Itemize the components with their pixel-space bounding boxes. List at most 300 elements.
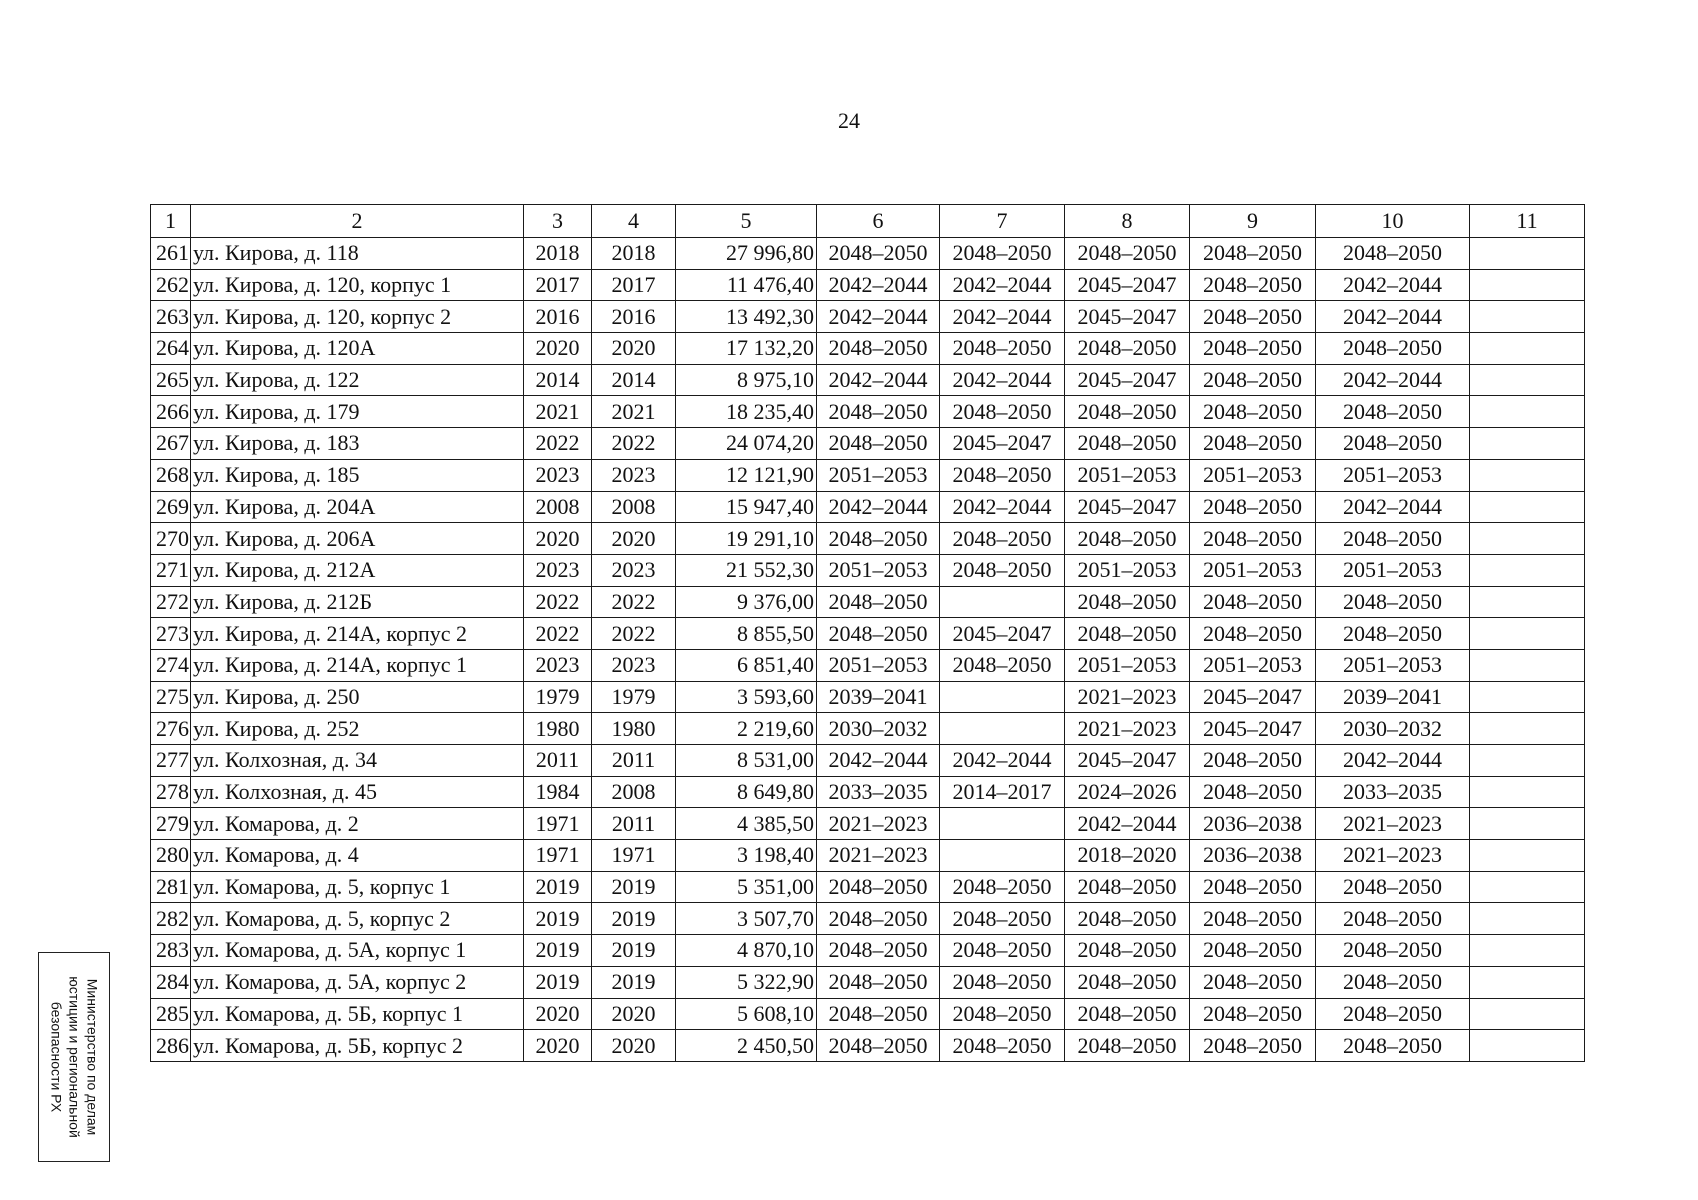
table-cell: 2048–2050 [1065,523,1190,555]
table-cell [1470,364,1585,396]
table-cell: 2048–2050 [940,523,1065,555]
table-cell: ул. Колхозная, д. 34 [191,745,524,777]
table-cell: 2048–2050 [1190,966,1316,998]
table-cell: 5 322,90 [676,966,817,998]
column-header-9: 9 [1190,205,1316,238]
table-cell: 2030–2032 [1316,713,1470,745]
table-cell: ул. Комарова, д. 5А, корпус 1 [191,935,524,967]
table-cell: 2023 [524,649,592,681]
table-cell: 265 [151,364,191,396]
table-row [151,935,1585,967]
table-cell: 17 132,20 [676,333,817,365]
table-cell: 274 [151,649,191,681]
table-row [151,459,1585,491]
table-cell: 2051–2053 [1190,554,1316,586]
table-cell [940,681,1065,713]
table-cell: 2045–2047 [1065,269,1190,301]
table-cell: ул. Кирова, д. 212Б [191,586,524,618]
table-cell: 1971 [524,840,592,872]
table-cell: 273 [151,618,191,650]
table-cell: 2051–2053 [1065,459,1190,491]
table-cell: 2024–2026 [1065,776,1190,808]
table-cell: ул. Кирова, д. 250 [191,681,524,713]
table-cell: ул. Кирова, д. 185 [191,459,524,491]
table-cell: 2048–2050 [1065,903,1190,935]
table-cell: 2048–2050 [1190,935,1316,967]
table-cell: 2051–2053 [1316,649,1470,681]
table-cell: 2048–2050 [817,966,940,998]
table-cell: 2020 [524,1030,592,1062]
table-cell: 2051–2053 [817,554,940,586]
table-cell: 2042–2044 [817,491,940,523]
table-cell: ул. Кирова, д. 212А [191,554,524,586]
table-cell: ул. Колхозная, д. 45 [191,776,524,808]
table-cell: 2023 [592,649,676,681]
table-cell: 2051–2053 [1316,459,1470,491]
table-cell: 262 [151,269,191,301]
table-cell [1470,491,1585,523]
table-cell: 2033–2035 [1316,776,1470,808]
table-cell: 4 870,10 [676,935,817,967]
table-cell: 8 649,80 [676,776,817,808]
table-cell: 2014–2017 [940,776,1065,808]
table-cell: 2019 [524,935,592,967]
table-cell: 2048–2050 [817,396,940,428]
table-row [151,1030,1585,1062]
stamp-line: Министерство по делам [84,978,101,1136]
table-cell [1470,903,1585,935]
table-cell: ул. Кирова, д. 183 [191,428,524,460]
table-cell: 267 [151,428,191,460]
table-cell: 2020 [524,333,592,365]
table-cell: 286 [151,1030,191,1062]
table-cell: 2048–2050 [1190,776,1316,808]
table-cell: 2048–2050 [1316,998,1470,1030]
table-cell [1470,1030,1585,1062]
table-cell: 2020 [592,1030,676,1062]
table-cell: 2048–2050 [1190,301,1316,333]
column-header-6: 6 [817,205,940,238]
table-cell: 2048–2050 [1065,618,1190,650]
table-cell: 2042–2044 [940,269,1065,301]
table-cell: 2048–2050 [817,586,940,618]
table-cell: 2048–2050 [1190,396,1316,428]
table-cell: 1980 [592,713,676,745]
table-row [151,491,1585,523]
table-cell: 2048–2050 [817,618,940,650]
table-cell: 2021–2023 [817,808,940,840]
table-row [151,618,1585,650]
column-header-3: 3 [524,205,592,238]
table-cell: 2048–2050 [1190,903,1316,935]
table-row [151,681,1585,713]
table-cell: 2008 [592,491,676,523]
table-cell: 6 851,40 [676,649,817,681]
table-cell: 2048–2050 [817,523,940,555]
table-cell: 282 [151,903,191,935]
table-cell: 2017 [524,269,592,301]
table-cell: 266 [151,396,191,428]
table-cell: 8 531,00 [676,745,817,777]
table-cell: 2022 [524,428,592,460]
table-cell: 1971 [592,840,676,872]
table-cell [1470,269,1585,301]
table-cell: 2042–2044 [817,364,940,396]
table-cell: 2023 [524,554,592,586]
table-cell: 2048–2050 [940,935,1065,967]
table-cell: 2048–2050 [817,935,940,967]
table-cell: 2021–2023 [1316,808,1470,840]
table-cell: 2048–2050 [1316,523,1470,555]
table-cell: 8 975,10 [676,364,817,396]
table-cell: 276 [151,713,191,745]
table-cell: 2048–2050 [1190,364,1316,396]
table-row [151,998,1585,1030]
table-cell: 280 [151,840,191,872]
table-cell: 1979 [592,681,676,713]
table-cell: 2022 [524,586,592,618]
table-cell: 2045–2047 [1065,301,1190,333]
table-cell: 2042–2044 [817,745,940,777]
table-cell: 2048–2050 [1190,269,1316,301]
table-cell: 2048–2050 [1190,491,1316,523]
table-cell: 2042–2044 [817,269,940,301]
column-header-10: 10 [1316,205,1470,238]
stamp-text [47,957,102,1157]
table-cell: 2039–2041 [1316,681,1470,713]
table-cell: 2042–2044 [1065,808,1190,840]
table-cell: 2048–2050 [1190,618,1316,650]
table-row [151,523,1585,555]
table-row [151,301,1585,333]
table-cell [1470,428,1585,460]
table-cell: 1971 [524,808,592,840]
table-row [151,428,1585,460]
table-cell: 2051–2053 [1065,649,1190,681]
table-cell: 2 219,60 [676,713,817,745]
table-cell [1470,840,1585,872]
table-cell: 1984 [524,776,592,808]
table-cell: 2042–2044 [1316,745,1470,777]
table-cell: 2042–2044 [940,491,1065,523]
table-cell: 2 450,50 [676,1030,817,1062]
table-cell: 2048–2050 [817,903,940,935]
table-cell: ул. Кирова, д. 120А [191,333,524,365]
table-cell: 18 235,40 [676,396,817,428]
table-cell: 2019 [592,935,676,967]
table-cell: ул. Кирова, д. 120, корпус 1 [191,269,524,301]
table-row [151,649,1585,681]
table-cell: 2048–2050 [1316,238,1470,270]
column-header-7: 7 [940,205,1065,238]
column-header-11: 11 [1470,205,1585,238]
table-cell: 2048–2050 [817,998,940,1030]
table-cell: 2042–2044 [1316,491,1470,523]
table-cell: ул. Кирова, д. 179 [191,396,524,428]
table-cell: 2048–2050 [1316,871,1470,903]
table-cell: 2051–2053 [1065,554,1190,586]
table-cell: 268 [151,459,191,491]
table-cell: 2019 [592,966,676,998]
table-cell: ул. Комарова, д. 5Б, корпус 2 [191,1030,524,1062]
table-cell: 2048–2050 [940,649,1065,681]
table-cell: 2048–2050 [1190,238,1316,270]
table-cell: 2048–2050 [940,966,1065,998]
registration-stamp [38,952,110,1162]
table-cell [940,713,1065,745]
table-cell: 3 198,40 [676,840,817,872]
table-cell: 2023 [524,459,592,491]
table-cell: 5 351,00 [676,871,817,903]
column-header-4: 4 [592,205,676,238]
header-row [151,205,1585,238]
table-cell: 264 [151,333,191,365]
table-row [151,966,1585,998]
table-cell: 2022 [592,586,676,618]
table-cell: ул. Кирова, д. 122 [191,364,524,396]
table-cell: 2048–2050 [1190,333,1316,365]
table-cell: 2042–2044 [940,745,1065,777]
table-cell: 2021–2023 [1316,840,1470,872]
table-cell: 271 [151,554,191,586]
table-cell: 270 [151,523,191,555]
table-cell: 2048–2050 [1190,586,1316,618]
stamp-line: юстиции и региональной [66,976,83,1138]
table-row [151,269,1585,301]
table-cell: 11 476,40 [676,269,817,301]
table-cell: 2048–2050 [1316,618,1470,650]
table-cell [1470,776,1585,808]
table-cell: 2042–2044 [1316,364,1470,396]
table-cell: 2048–2050 [1316,903,1470,935]
table-cell: 2042–2044 [817,301,940,333]
table-row [151,871,1585,903]
table-cell: 261 [151,238,191,270]
table-cell: 272 [151,586,191,618]
table-cell: ул. Кирова, д. 214А, корпус 2 [191,618,524,650]
table-cell: 2048–2050 [940,238,1065,270]
table-cell: 3 593,60 [676,681,817,713]
table-cell: 2048–2050 [1190,523,1316,555]
table-cell: 2039–2041 [817,681,940,713]
table-cell [1470,333,1585,365]
table-cell: 2045–2047 [1065,491,1190,523]
table-cell: 2021–2023 [817,840,940,872]
table-cell: 12 121,90 [676,459,817,491]
table-cell: 2048–2050 [940,396,1065,428]
table-cell: 2036–2038 [1190,840,1316,872]
table-cell: 2048–2050 [940,1030,1065,1062]
table-cell: 13 492,30 [676,301,817,333]
table-cell: 2020 [524,998,592,1030]
table-cell: 2014 [592,364,676,396]
table-cell: 283 [151,935,191,967]
table-cell: 2048–2050 [1190,745,1316,777]
stamp-line: безопасности РХ [47,1001,64,1113]
table-cell: 2048–2050 [1316,586,1470,618]
table-cell: 2048–2050 [1065,998,1190,1030]
column-header-1: 1 [151,205,191,238]
table-cell: 2018–2020 [1065,840,1190,872]
table-body [151,238,1585,1062]
table-cell: 15 947,40 [676,491,817,523]
table-cell: 2019 [592,871,676,903]
table-cell: 2051–2053 [1190,649,1316,681]
table-cell: 2048–2050 [1065,586,1190,618]
table-cell: ул. Комарова, д. 4 [191,840,524,872]
table-cell: 2030–2032 [817,713,940,745]
table-cell: 2020 [524,523,592,555]
table-cell: 2022 [592,618,676,650]
table-cell [1470,871,1585,903]
table-cell [1470,396,1585,428]
table-cell [940,808,1065,840]
table-cell: 263 [151,301,191,333]
table-cell: 2022 [524,618,592,650]
table-row [151,840,1585,872]
table-cell: 279 [151,808,191,840]
table-cell: 2021–2023 [1065,713,1190,745]
table-cell: ул. Комарова, д. 5А, корпус 2 [191,966,524,998]
table-cell [1470,301,1585,333]
table-cell: 2033–2035 [817,776,940,808]
table-row [151,903,1585,935]
table-cell: 2048–2050 [1065,238,1190,270]
table-cell: 4 385,50 [676,808,817,840]
table-cell: 2051–2053 [1190,459,1316,491]
table-cell [1470,649,1585,681]
table-cell: 1980 [524,713,592,745]
table-cell: 2018 [592,238,676,270]
page-number: 24 [838,108,860,133]
table-cell: 2051–2053 [1316,554,1470,586]
table-cell: 2016 [592,301,676,333]
table-cell: 3 507,70 [676,903,817,935]
table-row [151,713,1585,745]
table-cell: 2021 [592,396,676,428]
table-cell: 2011 [592,745,676,777]
table-cell: 2020 [592,333,676,365]
table-cell: 2019 [524,871,592,903]
table-row [151,333,1585,365]
table-cell [1470,523,1585,555]
table-cell [1470,935,1585,967]
table-cell: 2048–2050 [1065,396,1190,428]
table-cell: 2016 [524,301,592,333]
table-cell: 2048–2050 [1316,428,1470,460]
table-row [151,554,1585,586]
table-cell: 2045–2047 [940,428,1065,460]
table-cell: 2048–2050 [817,871,940,903]
table-cell [940,840,1065,872]
table-cell: 2048–2050 [1065,871,1190,903]
table-cell: 27 996,80 [676,238,817,270]
table-cell: 2018 [524,238,592,270]
table-row [151,396,1585,428]
table-cell: 2048–2050 [940,333,1065,365]
table-cell: 277 [151,745,191,777]
table-cell: 2017 [592,269,676,301]
table-cell: 2020 [592,998,676,1030]
table-cell: 285 [151,998,191,1030]
table-cell: 269 [151,491,191,523]
table-cell: 9 376,00 [676,586,817,618]
table-row [151,238,1585,270]
table-cell: ул. Кирова, д. 120, корпус 2 [191,301,524,333]
table-cell: 281 [151,871,191,903]
table-cell: 2042–2044 [940,364,1065,396]
table-cell: ул. Кирова, д. 206А [191,523,524,555]
table-cell: 278 [151,776,191,808]
table-cell: 2042–2044 [1316,269,1470,301]
table-cell [1470,745,1585,777]
table-cell: 2048–2050 [1065,333,1190,365]
table-cell: 2048–2050 [1065,966,1190,998]
table-cell: ул. Комарова, д. 2 [191,808,524,840]
table-cell [1470,998,1585,1030]
table-cell: 2048–2050 [817,238,940,270]
table-cell: 5 608,10 [676,998,817,1030]
table-cell: 1979 [524,681,592,713]
table-cell: 2022 [592,428,676,460]
table-cell [1470,713,1585,745]
table-cell [1470,681,1585,713]
table-cell: 2048–2050 [1190,428,1316,460]
table-cell: 2048–2050 [1190,871,1316,903]
table-cell: 2048–2050 [1316,396,1470,428]
table-cell: 284 [151,966,191,998]
table-row [151,745,1585,777]
table-cell [1470,966,1585,998]
table-cell: 2045–2047 [1190,681,1316,713]
table-cell: 8 855,50 [676,618,817,650]
table-cell: 2011 [524,745,592,777]
table-cell: 2014 [524,364,592,396]
table-cell: 2021–2023 [1065,681,1190,713]
table-cell: 2048–2050 [1316,333,1470,365]
table-cell [1470,618,1585,650]
table-cell: ул. Кирова, д. 214А, корпус 1 [191,649,524,681]
table-cell: 2008 [592,776,676,808]
table-cell [1470,238,1585,270]
table-cell: 24 074,20 [676,428,817,460]
table-cell: ул. Комарова, д. 5, корпус 1 [191,871,524,903]
column-header-2: 2 [191,205,524,238]
table-cell: 2045–2047 [1190,713,1316,745]
table-cell: 2042–2044 [1316,301,1470,333]
table-row [151,776,1585,808]
table-cell: 2048–2050 [817,428,940,460]
table-cell: 2045–2047 [1065,364,1190,396]
table-cell: 2048–2050 [940,903,1065,935]
table-cell: ул. Комарова, д. 5, корпус 2 [191,903,524,935]
table-cell: 2036–2038 [1190,808,1316,840]
table-cell: 2048–2050 [1316,1030,1470,1062]
table-cell [940,586,1065,618]
table-cell: 2021 [524,396,592,428]
table-cell: ул. Комарова, д. 5Б, корпус 1 [191,998,524,1030]
table-cell: 2048–2050 [1190,1030,1316,1062]
table-cell: ул. Кирова, д. 118 [191,238,524,270]
table-cell: 2019 [592,903,676,935]
table-cell [1470,459,1585,491]
table-cell: 2008 [524,491,592,523]
table-cell: 2019 [524,903,592,935]
table-cell: 2048–2050 [817,1030,940,1062]
table-cell: 2048–2050 [1065,1030,1190,1062]
column-header-8: 8 [1065,205,1190,238]
table-cell: 2048–2050 [817,333,940,365]
